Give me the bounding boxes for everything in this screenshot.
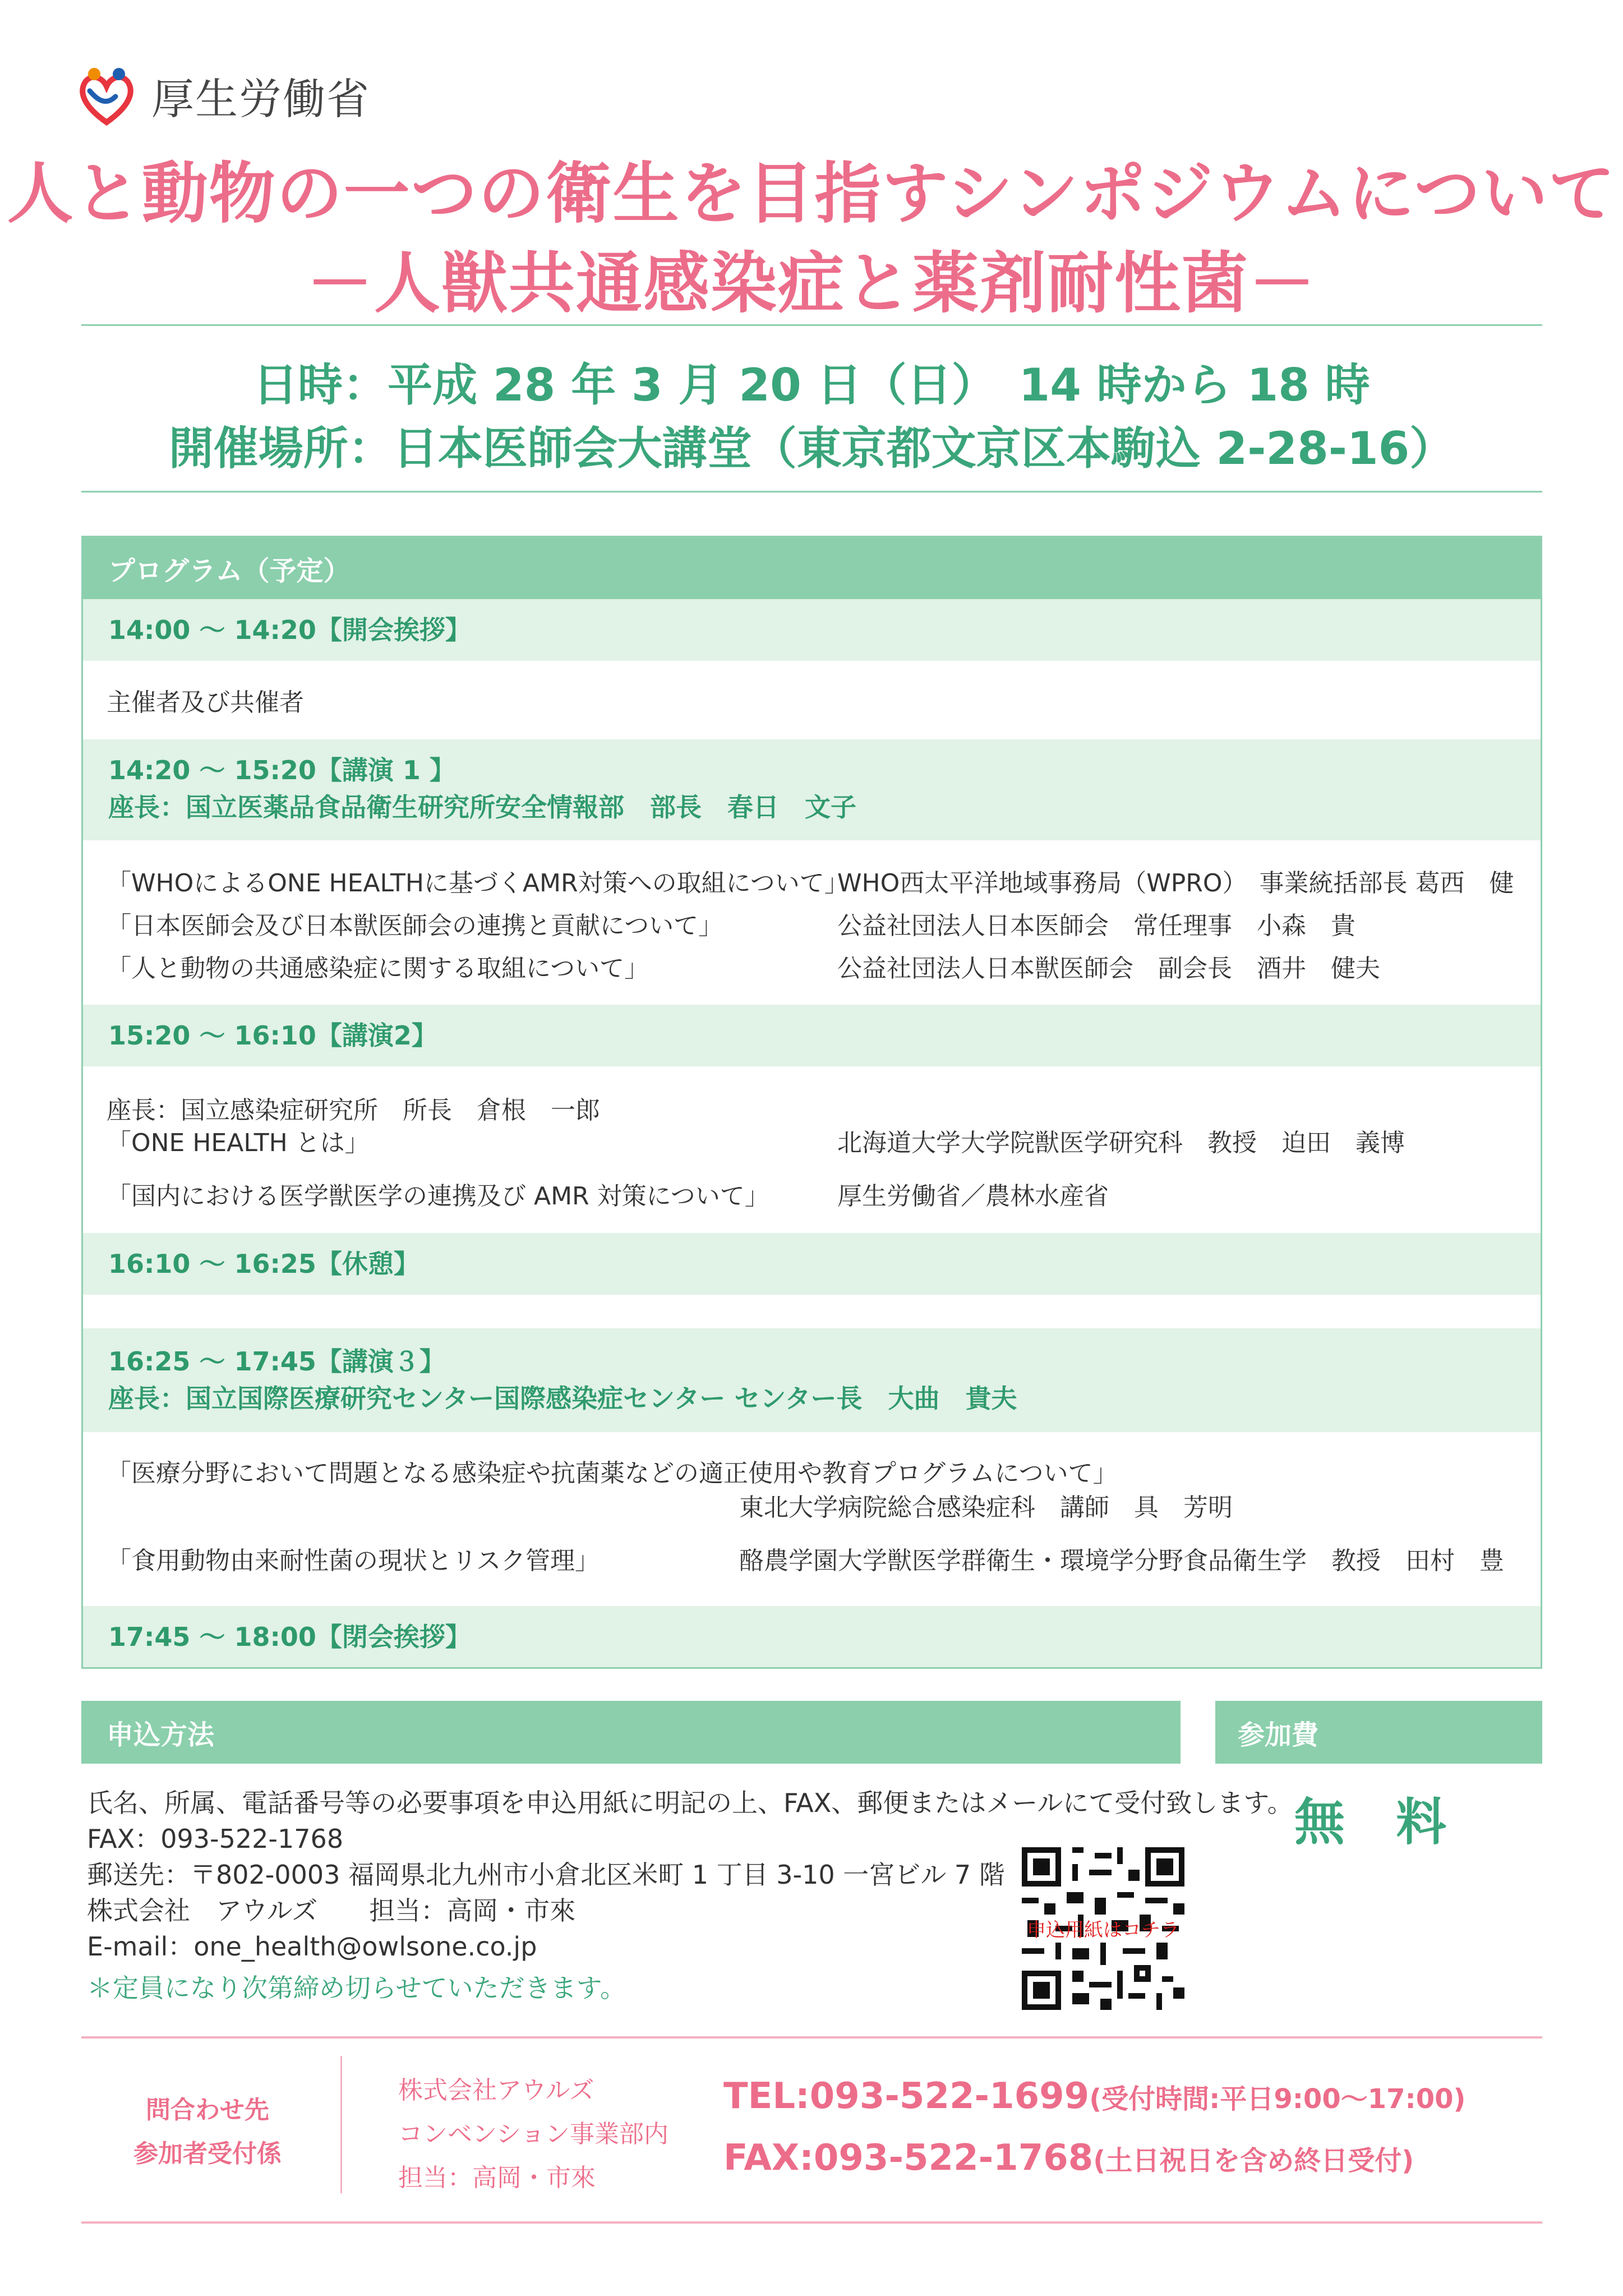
contact-fax-hours: (土日祝日を含め終日受付) — [1093, 2145, 1414, 2177]
lecture2-talk-speaker: 北海道大学大学院獣医学研究科 教授 迫田 義博 — [837, 1129, 1405, 1157]
opening-time: 14:00 ～ 14:20【開会挨拶】 — [108, 615, 471, 645]
lecture1-band — [83, 739, 1541, 840]
ministry-logo-icon — [73, 62, 140, 129]
contact-org: 株式会社アウルズ — [398, 2076, 594, 2105]
lecture1-talk-title: 「日本医師会及び日本獣医師会の連携と貢献について」 — [107, 912, 723, 940]
break-time: 16:10 ～ 16:25【休憩】 — [108, 1249, 419, 1279]
ministry-name: 厚生労働省 — [151, 73, 370, 124]
contact-person: 担当：高岡・市來 — [398, 2164, 596, 2192]
contact-heading: 問合わせ先 — [146, 2096, 269, 2124]
lecture3-talk-title: 「食用動物由来耐性菌の現状とリスク管理」 — [107, 1547, 600, 1575]
lecture3-talk-speaker: 東北大学病院総合感染症科 講師 具 芳明 — [739, 1493, 1233, 1522]
fee-value: 無 料 — [1294, 1793, 1464, 1852]
closing-band — [83, 1606, 1541, 1667]
page-subtitle: －人獣共通感染症と薬剤耐性菌－ — [306, 245, 1316, 322]
program-table — [81, 536, 1542, 1669]
lecture3-time: 16:25 ～ 17:45【講演３】 — [108, 1346, 445, 1377]
ministry-header — [73, 59, 370, 132]
closing-time: 17:45 ～ 18:00【閉会挨拶】 — [108, 1622, 471, 1652]
lecture2-talk-speaker: 厚生労働省／農林水産省 — [837, 1182, 1109, 1211]
contact-tel[interactable] — [723, 2076, 1465, 2117]
lecture1-time: 14:20 ～ 15:20【講演 1 】 — [108, 755, 455, 785]
contact-dept: コンベンション事業部内 — [398, 2120, 669, 2148]
event-venue: 開催場所：日本医師会大講堂（東京都文京区本駒込 2-28-16） — [168, 422, 1455, 475]
lecture1-talk-speaker: 公益社団法人日本医師会 常任理事 小森 貴 — [837, 912, 1355, 940]
application-note: ＊定員になり次第締め切らせていただきます。 — [87, 1973, 626, 2003]
program-header: プログラム（予定） — [83, 537, 1541, 599]
event-datetime: 日時：平成 28 年 3 月 20 日（日） 14 時から 18 時 — [253, 359, 1370, 411]
lecture3-talk-title: 「医療分野において問題となる感染症や抗菌薬などの適正使用や教育プログラムについて」 — [107, 1459, 1118, 1488]
application-address: 郵送先：〒802-0003 福岡県北九州市小倉北区米町 1 丁目 3-10 一宮ビル 7 階 — [87, 1860, 1005, 1890]
lecture1-talk-title: 「人と動物の共通感染症に関する取組について」 — [107, 954, 649, 983]
application-company: 株式会社 アウルズ 担当：高岡・市來 — [87, 1895, 576, 1926]
lecture2-talk-title: 「ONE HEALTH とは」 — [107, 1129, 370, 1157]
application-instructions: 氏名、所属、電話番号等の必要事項を申込用紙に明記の上、FAX、郵便またはメールにて受付致します。 — [87, 1788, 1293, 1818]
qr-label: 申込用紙はコチラ — [1027, 1919, 1179, 1941]
lecture2-band — [83, 1005, 1541, 1066]
break-band — [83, 1233, 1541, 1295]
contact-tel-hours: (受付時間:平日9:00～17:00) — [1089, 2083, 1466, 2115]
divider — [81, 2036, 1542, 2039]
contact-fax-number[interactable]: FAX:093-522-1768 — [723, 2137, 1094, 2179]
opening-body: 主催者及び共催者 — [107, 688, 304, 717]
divider — [81, 2221, 1542, 2224]
lecture1-talk-speaker: WHO西太平洋地域事務局（WPRO） 事業統括部長 葛西 健 — [837, 869, 1514, 898]
lecture3-talk-speaker: 酪農学園大学獣医学群衛生・環境学分野食品衛生学 教授 田村 豊 — [739, 1547, 1504, 1575]
fee-header: 参加費 — [1215, 1701, 1542, 1764]
page-title: 人と動物の一つの衛生を目指すシンポジウムについて — [7, 155, 1616, 232]
lecture2-time: 15:20 ～ 16:10【講演2】 — [108, 1020, 437, 1051]
divider — [340, 2056, 342, 2193]
contact-tel-number[interactable]: TEL:093-522-1699 — [723, 2076, 1090, 2117]
lecture1-talk-speaker: 公益社団法人日本獣医師会 副会長 酒井 健夫 — [837, 954, 1380, 983]
divider — [81, 491, 1542, 493]
divider — [81, 324, 1542, 326]
lecture1-talk-title: 「WHOによるONE HEALTHに基づくAMR対策への取組について」 — [107, 869, 849, 898]
lecture1-chair: 座長：国立医薬品食品衛生研究所安全情報部 部長 春日 文子 — [108, 792, 856, 822]
contact-subheading: 参加者受付係 — [133, 2139, 282, 2168]
lecture2-chair: 座長：国立感染症研究所 所長 倉根 一郎 — [107, 1096, 600, 1125]
lecture3-band — [83, 1328, 1541, 1432]
application-email[interactable]: E-mail：one_health@owlsone.co.jp — [87, 1931, 537, 1962]
application-header: 申込方法 — [81, 1701, 1181, 1764]
lecture2-talk-title: 「国内における医学獣医学の連携及び AMR 対策について」 — [107, 1182, 769, 1211]
lecture3-chair: 座長：国立国際医療研究センター国際感染症センター センター長 大曲 貴夫 — [108, 1383, 1017, 1414]
application-fax: FAX：093-522-1768 — [87, 1824, 344, 1854]
contact-fax[interactable] — [723, 2137, 1414, 2179]
opening-time-band — [83, 599, 1541, 661]
